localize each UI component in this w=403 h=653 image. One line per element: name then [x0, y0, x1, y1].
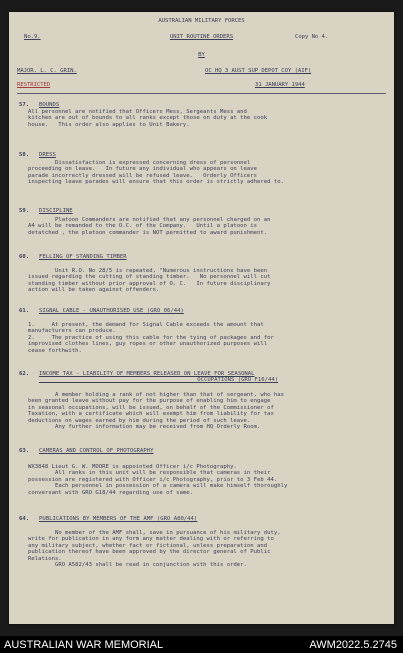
order-58-number: 58.: [19, 152, 30, 158]
order-62-number: 62.: [19, 371, 30, 377]
order-61-number: 61.: [19, 308, 30, 314]
order-60-text: Unit R.O. No 28/5 is repeated, "Numerous instructions have been issued regarding the cutting of standing timber. No personnel will cut standing timber without prior approval of O. C. In future disciplinary action will be taken against offenders.: [28, 268, 271, 294]
order-61-text: 1. At present, the demand for Signal Cable exceeds the amount that manufacturers can produce. 2. The practice of using this cable for the tying of packages and for improvised clothes lines, guy ropes or other unauthorized purposes will cease forthwith.: [28, 322, 274, 354]
document-date: 31 JANUARY 1944: [255, 82, 305, 88]
order-64-text: No member of the AMF shall, save in pursuance of his military duty, write for publication in any form any matter dealing with or referring to any military subject, whether fact or fictional, unless preparation and publication thereof have been approved by the director general of Public Relations. GRO A582/43 shall be read in conjunction with this order.: [28, 530, 281, 569]
order-59-text: Platoon Commanders are notified that any personnel charged on an A4 will be remanded to the O.C. of the Company. Until a platoon is detatched , the platoon commander is NOT permitted to award punishment.: [28, 217, 271, 236]
order-60-number: 60.: [19, 254, 30, 260]
by-label: BY: [198, 52, 205, 58]
order-60-heading: FELLING OF STANDING TIMBER: [39, 254, 127, 260]
order-61-heading: SIGNAL CABLE - UNAUTHORISED USE (GRO 06/44): [39, 308, 184, 314]
document-title: UNIT ROUTINE ORDERS: [169, 34, 234, 40]
order-58-text: Dissatisfaction is expressed concerning dress of personnel proceeding on leave. In future any individual who appears on leave parade incorrectly dressed will be refused leave. Orderly Officers inspecting leave parades will ensure that this order is strictly adhered to.: [28, 160, 284, 186]
order-64-number: 64.: [19, 516, 30, 522]
order-62-heading: INCOME TAX - LIABILITY OF MEMBERS RELEASED ON LEAVE FOR SEASONAL OCCUPATIONS (GRO F16/44): [39, 371, 279, 384]
order-63-text: WX3848 Lieut G. W. MOORE is appointed Officer i/c Photography. All ranks in this unit will be responsible that cameras in their possession are registered with Officer i/c Photography, prior to 3 Feb 44. Each personnel in possession of a camera will make himself thoroughly conversant with GRO G18/44 regarding use of same.: [28, 464, 288, 496]
order-57-number: 57.: [19, 102, 30, 108]
order-63-number: 63.: [19, 448, 30, 454]
restricted-label: RESTRICTED: [17, 82, 51, 88]
order-59-heading: DISCIPLINE: [39, 208, 73, 214]
org-heading: AUSTRALIAN MILITARY FORCES: [158, 18, 245, 24]
order-57-heading: BOUNDS: [39, 102, 60, 108]
footer-institution: AUSTRALIAN WAR MEMORIAL: [4, 639, 164, 651]
copy-number: Copy No 4.: [295, 34, 329, 40]
document-page: [9, 12, 394, 624]
order-58-heading: DRESS: [39, 152, 56, 158]
order-number: No.9.: [24, 34, 41, 40]
order-62-text: A member holding a rank of not higher than that of sergeant, who has been granted leave without pay for the purpose of enabling him to engage in seasonal occupations, will be issued, on behalf of the Commissioner of Taxation, with a certificate which will exempt him from liability for tax deductions on wages earned by him during the period of such leave. Any further information may be received from HQ Orderly Room.: [28, 392, 284, 431]
header-rule: [17, 93, 386, 94]
footer-accession-number: AWM2022.5.2745: [309, 639, 397, 651]
order-63-heading: CAMERAS AND CONTROL OF PHOTOGRAPHY: [39, 448, 154, 454]
order-64-heading: PUBLICATIONS BY MEMBERS OF THE AMF (GRO A80/44): [39, 516, 198, 522]
order-57-text: All personnel are notified that Officers Mess, Sergeants Mess and kitchen are out of bounds to all ranks except those on duty at the cook house. This order also applies to Unit Bakery.: [28, 109, 268, 128]
footer-bar: [0, 636, 403, 653]
unit-name: OC HQ 3 AUST SUP DEPOT COY (AIF): [205, 68, 312, 74]
order-59-number: 59.: [19, 208, 30, 214]
officer-name: MAJOR. L. C. GRIN.: [17, 68, 77, 74]
